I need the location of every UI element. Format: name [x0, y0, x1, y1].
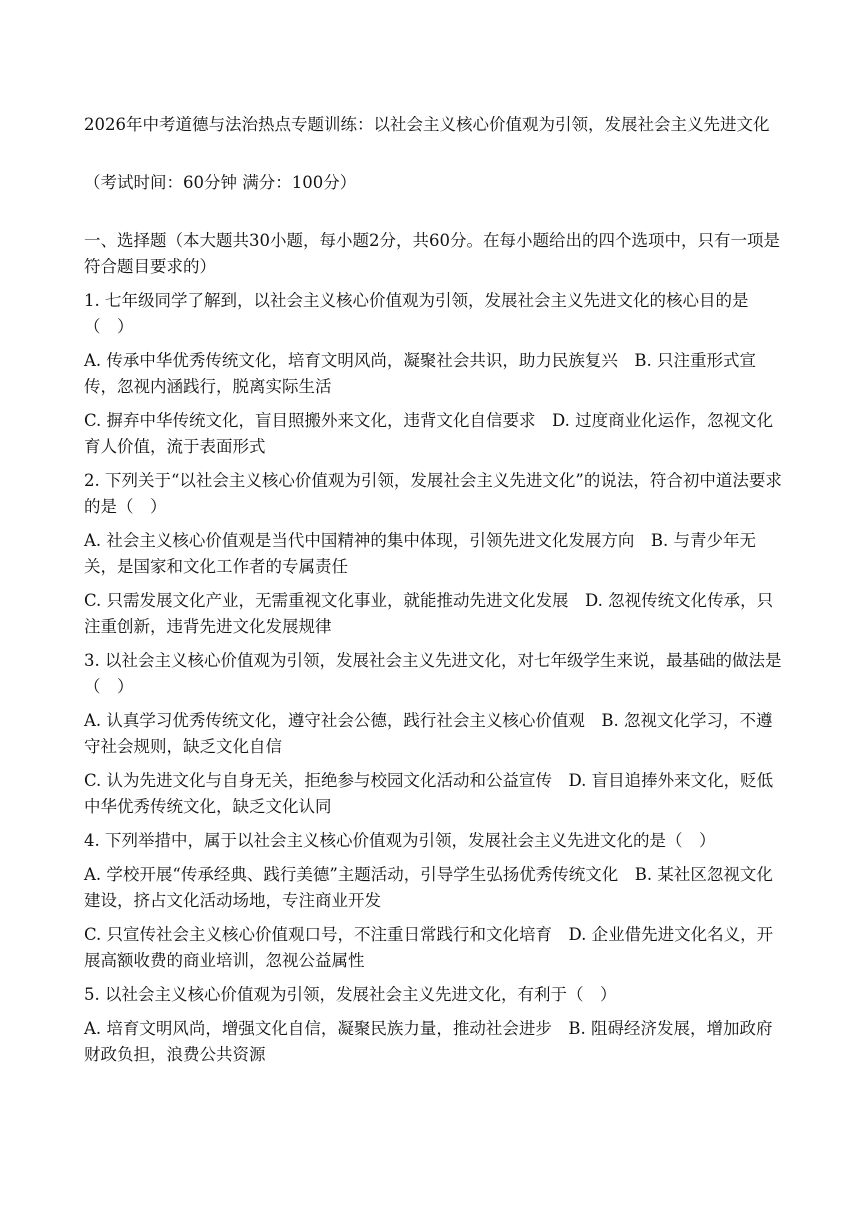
question-stem: 2. 下列关于“以社会主义核心价值观为引领，发展社会主义先进文化”的说法，符合初中道法要求的是（ ）: [84, 471, 782, 516]
question-stem: 4. 下列举措中，属于以社会主义核心价值观为引领，发展社会主义先进文化的是（ ）: [84, 831, 716, 850]
options-cd: C. 只宣传社会主义核心价值观口号，不注重日常践行和文化培育 D. 企业借先进文化名义，开展高额收费的商业培训，忽视公益属性: [84, 925, 774, 970]
question-stem: 1. 七年级同学了解到，以社会主义核心价值观为引领，发展社会主义先进文化的核心目的是（ ）: [84, 291, 749, 336]
options-ab: A. 社会主义核心价值观是当代中国精神的集中体现，引领先进文化发展方向 B. 与青少年无关，是国家和文化工作者的专属责任: [84, 531, 757, 576]
question-5: [84, 982, 788, 1068]
document-title: 2026年中考道德与法治热点专题训练：以社会主义核心价值观为引领，发展社会主义先进文化: [84, 115, 770, 134]
question-4: [84, 828, 788, 974]
options-ab: A. 培育文明风尚，增强文化自信，凝聚民族力量，推动社会进步 B. 阻碍经济发展，增加政府财政负担，浪费公共资源: [84, 1019, 773, 1064]
question-3: [84, 648, 788, 820]
question-1: [84, 288, 788, 460]
question-stem: 3. 以社会主义核心价值观为引领，发展社会主义先进文化，对七年级学生来说，最基础的做法是（ ）: [84, 651, 782, 696]
options-cd: C. 摒弃中华传统文化，盲目照搬外来文化，违背文化自信要求 D. 过度商业化运作，忽视文化育人价值，流于表面形式: [84, 411, 774, 456]
exam-meta: （考试时间：60分钟 满分：100分）: [84, 173, 357, 192]
section-heading: 一、选择题（本大题共30小题，每小题2分，共60分。在每小题给出的四个选项中，只有一项是符合题目要求的）: [84, 231, 780, 276]
options-cd: C. 只需发展文化产业，无需重视文化事业，就能推动先进文化发展 D. 忽视传统文化传承，只注重创新，违背先进文化发展规律: [84, 591, 774, 636]
options-ab: A. 传承中华优秀传统文化，培育文明风尚，凝聚社会共识，助力民族复兴 B. 只注重形式宣传，忽视内涵践行，脱离实际生活: [84, 351, 757, 396]
question-stem: 5. 以社会主义核心价值观为引领，发展社会主义先进文化，有利于（ ）: [84, 985, 617, 1004]
options-cd: C. 认为先进文化与自身无关，拒绝参与校园文化活动和公益宣传 D. 盲目追捧外来文化，贬低中华优秀传统文化，缺乏文化认同: [84, 771, 774, 816]
document-page: [84, 112, 788, 1068]
question-2: [84, 468, 788, 640]
options-ab: A. 学校开展“传承经典、践行美德”主题活动，引导学生弘扬优秀传统文化 B. 某社区忽视文化建设，挤占文化活动场地，专注商业开发: [84, 865, 773, 910]
options-ab: A. 认真学习优秀传统文化，遵守社会公德，践行社会主义核心价值观 B. 忽视文化学习，不遵守社会规则，缺乏文化自信: [84, 711, 773, 756]
